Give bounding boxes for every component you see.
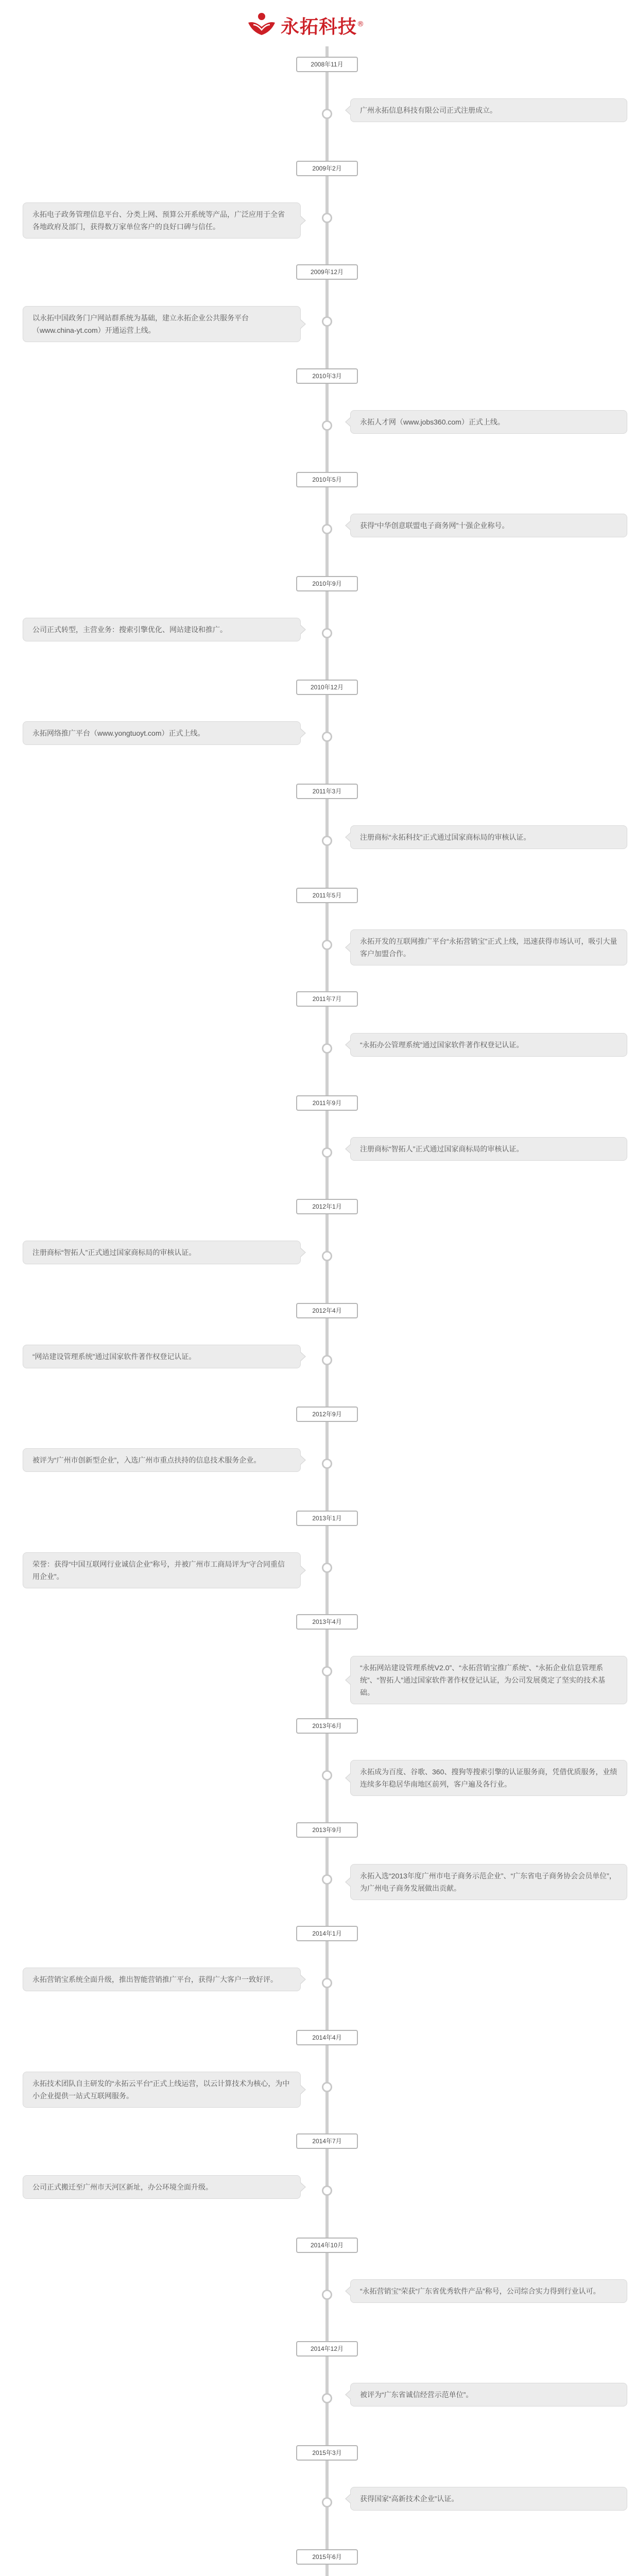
- timeline-date: 2011年5月: [296, 888, 358, 903]
- timeline-date: 2012年4月: [296, 1303, 358, 1318]
- timeline-dot: [322, 213, 332, 223]
- timeline-event-card: 广州永拓信息科技有限公司正式注册成立。: [350, 98, 627, 122]
- timeline-date: 2011年3月: [296, 784, 358, 799]
- timeline-date: 2014年12月: [296, 2341, 358, 2357]
- timeline-event-card: “网站建设管理系统”通过国家软件著作权登记认证。: [23, 1345, 301, 1368]
- timeline-event-card: “永拓办公管理系统”通过国家软件著作权登记认证。: [350, 1033, 627, 1057]
- timeline-event-card: “永拓网站建设管理系统V2.0”、“永拓营销宝推广系统”、“永拓企业信息管理系统”、“智拓人”通过国家软件著作权登记认证，为公司发展奠定了坚实的技术基础。: [350, 1656, 627, 1704]
- timeline-date: 2010年9月: [296, 576, 358, 591]
- timeline-dot: [322, 2082, 332, 2092]
- timeline-date: 2015年6月: [296, 2549, 358, 2565]
- timeline-event-card: 以永拓中国政务门户网站群系统为基础，建立永拓企业公共服务平台（www.china-yt.com）开通运营上线。: [23, 306, 301, 342]
- timeline-event-card: 获得“中华创意联盟电子商务网”十强企业称号。: [350, 514, 627, 537]
- brand-name: 永拓科技®: [281, 16, 365, 38]
- timeline-event-card: 公司正式搬迁至广州市天河区新址，办公环境全面升级。: [23, 2175, 301, 2199]
- timeline-dot: [322, 628, 332, 638]
- timeline-date: 2013年4月: [296, 1614, 358, 1630]
- timeline-dot: [322, 1355, 332, 1365]
- timeline-date: 2010年3月: [296, 368, 358, 384]
- timeline-event-card: 注册商标“智拓人”正式通过国家商标局的审核认证。: [350, 1137, 627, 1161]
- timeline-dot: [322, 524, 332, 534]
- header: [0, 0, 635, 46]
- timeline-event-card: 公司正式转型，主营业务：搜索引擎优化、网站建设和推广。: [23, 618, 301, 641]
- timeline-dot: [322, 420, 332, 431]
- timeline-event-card: 永拓技术团队自主研发的“永拓云平台”正式上线运营，以云计算技术为核心，为中小企业提供一站式互联网服务。: [23, 2072, 301, 2108]
- timeline-date: 2013年6月: [296, 1718, 358, 1734]
- brand-logo-icon: [247, 11, 276, 36]
- timeline-dot: [322, 2185, 332, 2196]
- timeline-date: 2014年10月: [296, 2238, 358, 2253]
- timeline-date: 2015年3月: [296, 2445, 358, 2461]
- timeline-date: 2014年7月: [296, 2133, 358, 2149]
- timeline-dot: [322, 1770, 332, 1781]
- timeline-dot: [322, 2290, 332, 2300]
- timeline-dot: [322, 316, 332, 327]
- timeline-dot: [322, 1147, 332, 1158]
- timeline-date: 2013年1月: [296, 1511, 358, 1526]
- timeline-date: 2011年9月: [296, 1095, 358, 1111]
- timeline-date: 2009年2月: [296, 161, 358, 176]
- timeline-dot: [322, 1563, 332, 1573]
- timeline-event-card: 注册商标“永拓科技”正式通过国家商标局的审核认证。: [350, 825, 627, 849]
- timeline-dot: [322, 2393, 332, 2403]
- timeline-event-card: 被评为“广东省诚信经营示范单位”。: [350, 2383, 627, 2406]
- timeline-dot: [322, 732, 332, 742]
- timeline-date: 2010年5月: [296, 472, 358, 487]
- timeline-date: 2014年4月: [296, 2030, 358, 2045]
- timeline-event-card: “永拓营销宝”荣获“广东省优秀软件产品”称号，公司综合实力得到行业认可。: [350, 2279, 627, 2303]
- timeline-dot: [322, 1666, 332, 1676]
- timeline-date: 2010年12月: [296, 680, 358, 695]
- timeline-event-card: 永拓成为百度、谷歌、360、搜狗等搜索引擎的认证服务商，凭借优质服务，业绩连续多年稳居华南地区前列，客户遍及各行业。: [350, 1760, 627, 1796]
- timeline-event-card: 被评为“广州市创新型企业”，入选广州市重点扶持的信息技术服务企业。: [23, 1448, 301, 1472]
- timeline-dot: [322, 1459, 332, 1469]
- timeline-date: 2008年11月: [296, 57, 358, 72]
- timeline-date: 2012年9月: [296, 1406, 358, 1422]
- timeline-date: 2014年1月: [296, 1926, 358, 1941]
- timeline-event-card: 永拓入选“2013年度广州市电子商务示范企业”、“广东省电子商务协会会员单位”，为广州电子商务发展做出贡献。: [350, 1864, 627, 1900]
- timeline-date: 2009年12月: [296, 264, 358, 280]
- timeline-event-card: 永拓网络推广平台（www.yongtuoyt.com）正式上线。: [23, 721, 301, 745]
- timeline-date: 2011年7月: [296, 991, 358, 1007]
- timeline-date: 2013年9月: [296, 1822, 358, 1838]
- timeline-event-card: 永拓电子政务管理信息平台、分类上网、预算公开系统等产品，广泛应用于全省各地政府及部门，获得数万家单位客户的良好口碑与信任。: [23, 202, 301, 239]
- timeline-event-card: 永拓营销宝系统全面升级，推出智能营销推广平台，获得广大客户一致好评。: [23, 1968, 301, 1991]
- timeline-event-card: 荣誉：获得“中国互联网行业诚信企业”称号，并被广州市工商局评为“守合同重信用企业”。: [23, 1552, 301, 1588]
- timeline-dot: [322, 1874, 332, 1885]
- timeline-event-card: 获得国家“高新技术企业”认证。: [350, 2487, 627, 2511]
- timeline-dot: [322, 1251, 332, 1261]
- timeline-event-card: 永拓人才网（www.jobs360.com）正式上线。: [350, 410, 627, 434]
- timeline-event-card: 永拓开发的互联网推广平台“永拓营销宝”正式上线，迅速获得市场认可，吸引大量客户加盟合作。: [350, 929, 627, 965]
- timeline-dot: [322, 109, 332, 119]
- timeline-dot: [322, 836, 332, 846]
- timeline-dot: [322, 1043, 332, 1054]
- timeline-dot: [322, 1978, 332, 1988]
- timeline-dot: [322, 2497, 332, 2507]
- timeline-date: 2012年1月: [296, 1199, 358, 1214]
- timeline-event-card: 注册商标“智拓人”正式通过国家商标局的审核认证。: [23, 1241, 301, 1264]
- timeline-dot: [322, 940, 332, 950]
